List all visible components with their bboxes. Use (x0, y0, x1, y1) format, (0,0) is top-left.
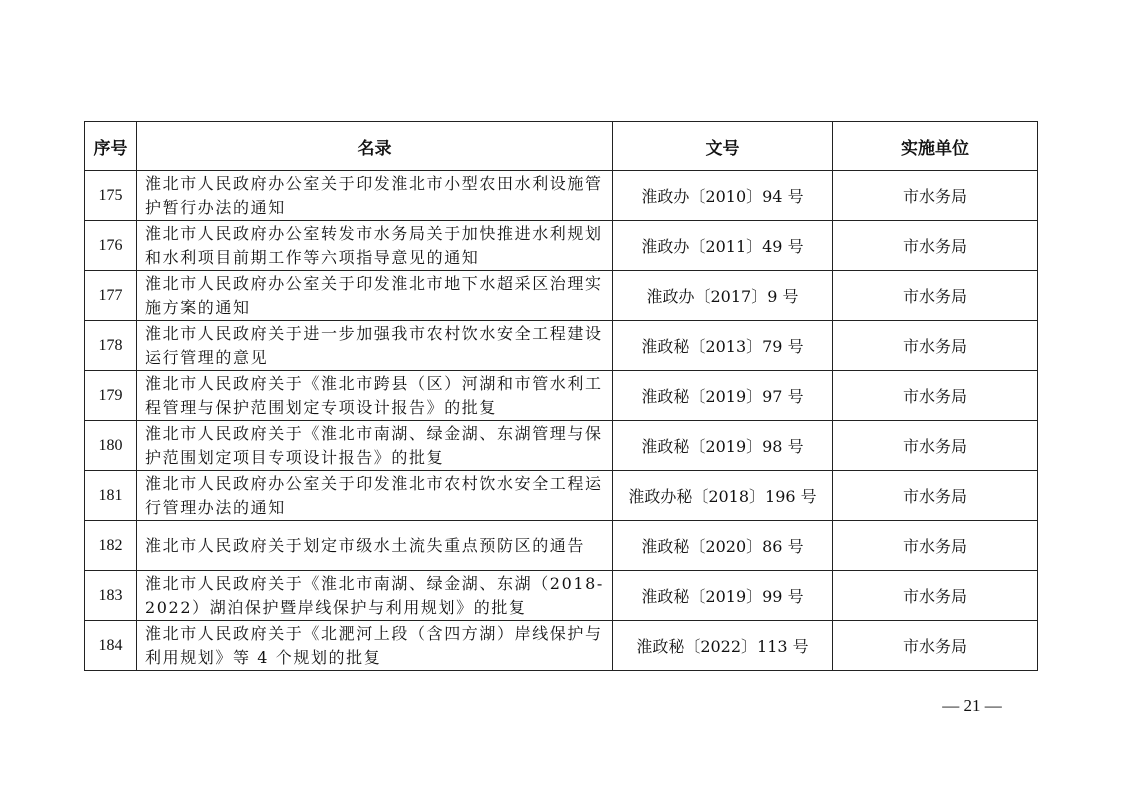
table-row (85, 571, 1038, 621)
row-document-number: 淮政办〔2017〕9 号 (613, 271, 833, 321)
row-catalog-name: 淮北市人民政府办公室转发市水务局关于加快推进水利规划和水利项目前期工作等六项指导意见的通知 (137, 221, 613, 271)
table-row (85, 421, 1038, 471)
row-serial-number: 178 (85, 321, 137, 371)
row-implementing-unit: 市水务局 (833, 371, 1038, 421)
table-row (85, 271, 1038, 321)
table-row (85, 171, 1038, 221)
row-catalog-name: 淮北市人民政府办公室关于印发淮北市小型农田水利设施管护暂行办法的通知 (137, 171, 613, 221)
row-serial-number: 182 (85, 521, 137, 571)
row-implementing-unit: 市水务局 (833, 271, 1038, 321)
row-document-number: 淮政秘〔2019〕98 号 (613, 421, 833, 471)
header-catalog-name: 名录 (137, 122, 613, 171)
catalog-table (84, 121, 1038, 671)
table-row (85, 221, 1038, 271)
header-implementing-unit: 实施单位 (833, 122, 1038, 171)
row-implementing-unit: 市水务局 (833, 321, 1038, 371)
row-document-number: 淮政办〔2011〕49 号 (613, 221, 833, 271)
row-catalog-name: 淮北市人民政府关于《淮北市跨县（区）河湖和市管水利工程管理与保护范围划定专项设计报告》的批复 (137, 371, 613, 421)
row-catalog-name: 淮北市人民政府办公室关于印发淮北市地下水超采区治理实施方案的通知 (137, 271, 613, 321)
table-row (85, 321, 1038, 371)
row-document-number: 淮政秘〔2013〕79 号 (613, 321, 833, 371)
row-serial-number: 179 (85, 371, 137, 421)
table-row (85, 371, 1038, 421)
row-implementing-unit: 市水务局 (833, 221, 1038, 271)
table-header-row (85, 122, 1038, 171)
row-serial-number: 184 (85, 621, 137, 671)
row-implementing-unit: 市水务局 (833, 621, 1038, 671)
row-document-number: 淮政秘〔2020〕86 号 (613, 521, 833, 571)
header-document-number: 文号 (613, 122, 833, 171)
row-document-number: 淮政秘〔2019〕97 号 (613, 371, 833, 421)
table-row (85, 521, 1038, 571)
row-serial-number: 183 (85, 571, 137, 621)
page-number: — 21 — (942, 696, 1002, 715)
table-row (85, 471, 1038, 521)
row-serial-number: 177 (85, 271, 137, 321)
row-implementing-unit: 市水务局 (833, 571, 1038, 621)
row-catalog-name: 淮北市人民政府关于《淮北市南湖、绿金湖、东湖管理与保护范围划定项目专项设计报告》的批复 (137, 421, 613, 471)
row-document-number: 淮政办〔2010〕94 号 (613, 171, 833, 221)
row-serial-number: 176 (85, 221, 137, 271)
row-implementing-unit: 市水务局 (833, 171, 1038, 221)
row-catalog-name: 淮北市人民政府办公室关于印发淮北市农村饮水安全工程运行管理办法的通知 (137, 471, 613, 521)
row-serial-number: 181 (85, 471, 137, 521)
row-serial-number: 175 (85, 171, 137, 221)
row-catalog-name: 淮北市人民政府关于划定市级水土流失重点预防区的通告 (137, 521, 613, 571)
row-serial-number: 180 (85, 421, 137, 471)
row-implementing-unit: 市水务局 (833, 421, 1038, 471)
table-row (85, 621, 1038, 671)
row-document-number: 淮政办秘〔2018〕196 号 (613, 471, 833, 521)
row-document-number: 淮政秘〔2022〕113 号 (613, 621, 833, 671)
row-catalog-name: 淮北市人民政府关于进一步加强我市农村饮水安全工程建设运行管理的意见 (137, 321, 613, 371)
row-document-number: 淮政秘〔2019〕99 号 (613, 571, 833, 621)
header-serial-number: 序号 (85, 122, 137, 171)
row-implementing-unit: 市水务局 (833, 471, 1038, 521)
row-catalog-name: 淮北市人民政府关于《淮北市南湖、绿金湖、东湖（2018-2022）湖泊保护暨岸线保护与利用规划》的批复 (137, 571, 613, 621)
row-catalog-name: 淮北市人民政府关于《北淝河上段（含四方湖）岸线保护与利用规划》等 4 个规划的批复 (137, 621, 613, 671)
row-implementing-unit: 市水务局 (833, 521, 1038, 571)
